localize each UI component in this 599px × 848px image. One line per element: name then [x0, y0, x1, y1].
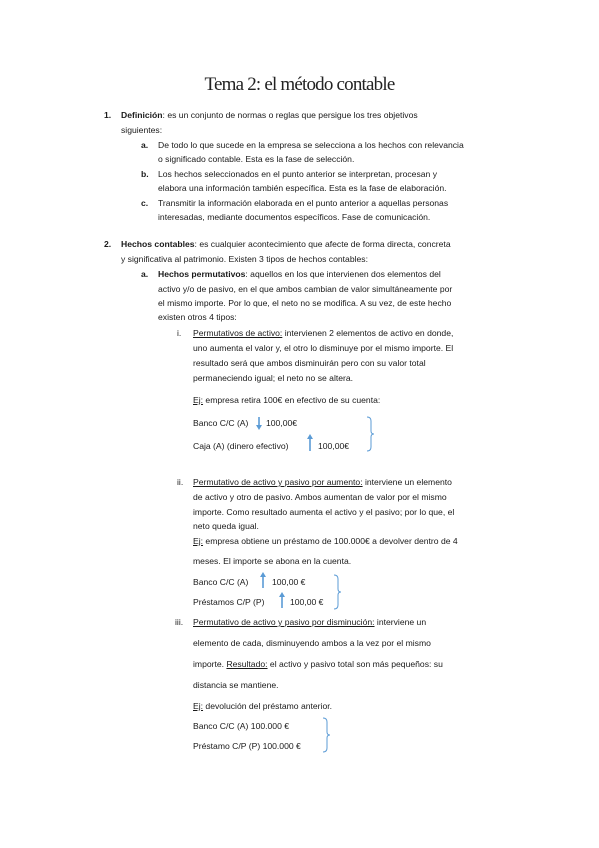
section-1-line2: siguientes:	[121, 125, 163, 135]
item-ii-line2: de activo y otro de pasivo. Ambos aumentan de valor por el mismo	[193, 492, 447, 502]
item-ii-term: Permutativo de activo y pasivo por aumento:	[193, 477, 363, 487]
example-iii-label: Ej:	[193, 701, 204, 711]
example-i-row1-value: 100,00€	[266, 418, 298, 428]
item-ii-line1	[193, 477, 452, 488]
item-1c-line2: interesadas, mediante documentos específicos. Fase de comunicación.	[158, 212, 431, 222]
example-ii-row2-value: 100,00 €	[290, 597, 324, 607]
item-i-mark: i.	[177, 328, 182, 338]
item-iii-line1	[193, 617, 426, 628]
item-i-term: Permutativos de activo:	[193, 328, 283, 338]
item-iii-line3	[193, 659, 443, 670]
example-ii-row2-label: Préstamos C/P (P)	[193, 597, 265, 607]
example-ii-text2: meses. El importe se abona en la cuenta.	[193, 556, 352, 566]
item-2a-mark: a.	[141, 269, 149, 279]
section-2-line2: y significativa al patrimonio. Existen 3 tipos de hechos contables:	[121, 254, 368, 264]
example-iii	[193, 701, 332, 712]
item-iii-result-label: Resultado:	[226, 659, 268, 669]
item-1a-mark: a.	[141, 140, 149, 150]
example-iii-row2: Préstamo C/P (P) 100.000 €	[193, 741, 301, 751]
item-ii-line3: importe. Como resultado aumenta el activo y el pasivo; por lo que, el	[193, 507, 455, 517]
item-1a-line2: o significado contable. Esta es la fase de selección.	[158, 154, 355, 164]
section-1-number: 1.	[104, 110, 112, 120]
item-1c-line1: Transmitir la información elaborada en el punto anterior a aquellas personas	[158, 198, 449, 208]
item-2a-text1: : aquellos en los que intervienen dos elementos del	[245, 269, 441, 279]
section-1-text1: : es un conjunto de normas o reglas que persigue los tres objetivos	[162, 110, 418, 120]
item-i-line4: permaneciendo igual; el neto no se altera.	[193, 373, 354, 383]
item-1b-mark: b.	[141, 169, 149, 179]
arrow-down-icon	[256, 417, 262, 430]
item-iii-line2: elemento de cada, disminuyendo ambos a la vez por el mismo	[193, 638, 431, 648]
item-i-text1: intervienen 2 elementos de activo en donde,	[282, 328, 454, 338]
item-1c-mark: c.	[141, 198, 149, 208]
section-1-line1	[121, 110, 418, 121]
example-ii	[193, 536, 458, 547]
bracket-icon	[333, 574, 341, 612]
item-2a-line4: existen otros 4 tipos:	[158, 312, 237, 322]
item-iii-text3b: el activo y pasivo total son más pequeños: su	[267, 659, 443, 669]
example-i-row1-label: Banco C/C (A)	[193, 418, 249, 428]
example-ii-row1-label: Banco C/C (A)	[193, 577, 249, 587]
example-ii-row1-value: 100,00 €	[272, 577, 306, 587]
example-i	[193, 395, 380, 406]
item-1b-line2: elabora una información también específica. Esta es la fase de elaboración.	[158, 183, 447, 193]
example-i-row2-value: 100,00€	[318, 441, 350, 451]
example-iii-text: devolución del préstamo anterior.	[203, 701, 333, 711]
page-title: Tema 2: el método contable	[204, 74, 395, 95]
item-2a-term: Hechos permutativos	[158, 269, 246, 279]
item-1a-line1: De todo lo que sucede en la empresa se selecciona a los hechos con relevancia	[158, 140, 464, 150]
item-ii-line4: neto queda igual.	[193, 521, 259, 531]
example-i-label: Ej:	[193, 395, 204, 405]
item-iii-text1: interviene un	[374, 617, 427, 627]
item-2a-line2: activo y/o de pasivo, en el que ambos cambian de valor simultáneamente por	[158, 284, 453, 294]
item-2a-line3: el mismo importe. Por lo que, el neto no se modifica. A su vez, de este hecho	[158, 298, 452, 308]
item-1b-line1: Los hechos seleccionados en el punto anterior se interpretan, procesan y	[158, 169, 437, 179]
item-iii-term: Permutativo de activo y pasivo por disminución:	[193, 617, 375, 627]
bracket-icon	[366, 416, 374, 454]
item-iii-mark: iii.	[175, 617, 184, 627]
example-ii-label: Ej:	[193, 536, 204, 546]
arrow-up-icon	[260, 572, 266, 588]
item-i-line3: resultado será que ambos disminuirán pero con su valor total	[193, 358, 426, 368]
item-ii-mark: ii.	[177, 477, 184, 487]
section-2-line1	[121, 239, 451, 250]
item-i-line2: uno aumenta el valor y, el otro lo disminuye por el mismo importe. El	[193, 343, 454, 353]
bracket-icon	[322, 717, 330, 755]
example-ii-text: empresa obtiene un préstamo de 100.000€ a devolver dentro de 4	[203, 536, 458, 546]
section-2-term: Hechos contables	[121, 239, 195, 249]
item-2a-line1	[158, 269, 441, 280]
section-2-number: 2.	[104, 239, 112, 249]
section-1-term: Definición	[121, 110, 163, 120]
item-iii-line4: distancia se mantiene.	[193, 680, 279, 690]
section-2-text1: : es cualquier acontecimiento que afecte de forma directa, concreta	[194, 239, 451, 249]
item-ii-text1: interviene un elemento	[362, 477, 452, 487]
item-i-line1	[193, 328, 453, 339]
example-i-row2-label: Caja (A) (dinero efectivo)	[193, 441, 289, 451]
arrow-up-icon	[307, 434, 313, 451]
example-i-text: empresa retira 100€ en efectivo de su cuenta:	[203, 395, 381, 405]
example-iii-row1: Banco C/C (A) 100.000 €	[193, 721, 290, 731]
item-iii-text3a: importe.	[193, 659, 227, 669]
arrow-up-icon	[279, 592, 285, 608]
